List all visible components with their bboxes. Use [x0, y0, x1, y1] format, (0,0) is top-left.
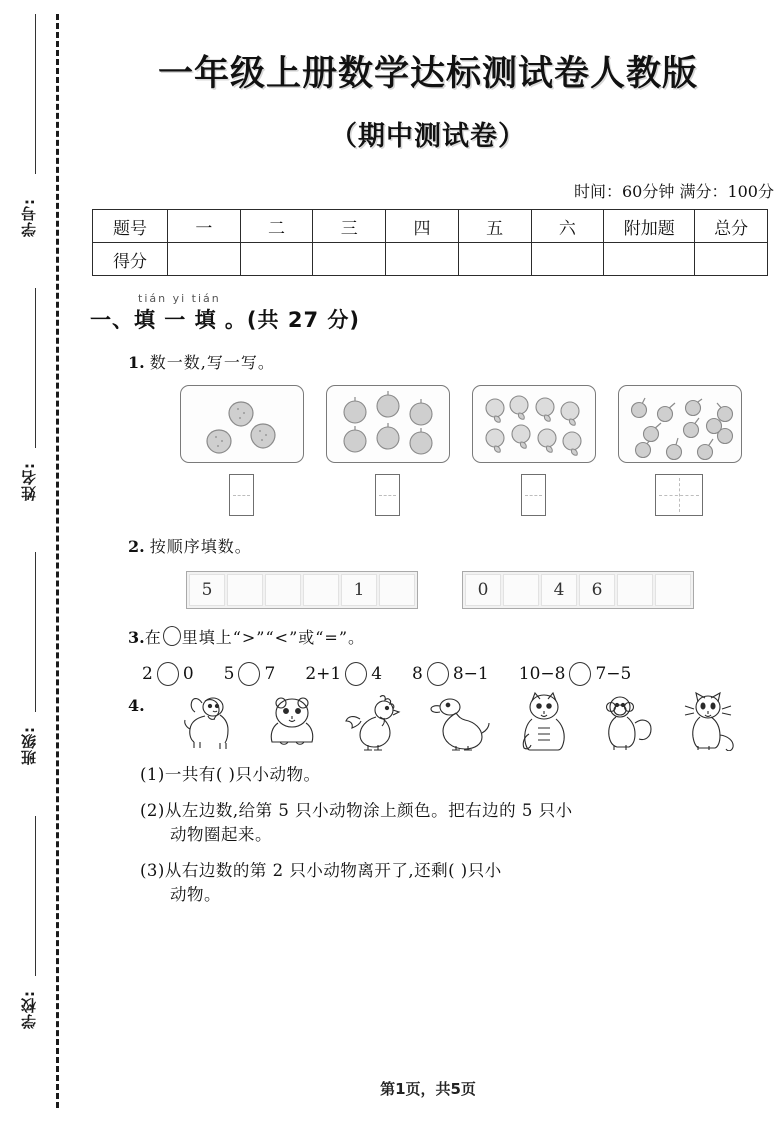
strawberry-icon — [181, 386, 303, 462]
animal-duck — [424, 689, 496, 751]
page-footer: 第1页，共5页 — [380, 1080, 476, 1098]
comparison-left-4: 10−8 — [518, 664, 566, 684]
question-3-text-before: 在 — [144, 628, 162, 647]
score-cell-3[interactable] — [386, 243, 459, 276]
answer-row-apple — [326, 474, 448, 516]
apple-icon — [327, 386, 449, 462]
comparison-right-3: 8−1 — [452, 664, 489, 684]
margin-rule-1 — [35, 14, 36, 174]
score-table-col-7: 总分 — [695, 210, 768, 243]
strip-b-cell-2[interactable]: 4 — [541, 574, 577, 606]
animal-row — [172, 689, 780, 751]
duck-icon — [424, 689, 496, 751]
score-cell-1[interactable] — [240, 243, 313, 276]
page-subtitle: （期中测试卷） — [330, 121, 526, 152]
comparison-left-2: 2+1 — [305, 664, 342, 684]
dog-icon — [172, 689, 244, 751]
comparison-item-3 — [412, 662, 489, 686]
score-table-col-0: 一 — [168, 210, 241, 243]
monkey-icon — [592, 689, 664, 751]
strip-a-cell-4[interactable]: 1 — [341, 574, 377, 606]
question-4-sub-2 — [140, 799, 780, 847]
question-4-sub-2-line2: 动物圈起来。 — [170, 824, 272, 844]
counting-group-strawberry — [180, 385, 302, 516]
answer-box-apple[interactable] — [375, 474, 400, 516]
comparison-item-2 — [305, 662, 382, 686]
comparison-left-1: 5 — [223, 664, 235, 684]
question-4-sub-3 — [140, 859, 780, 907]
strip-a-cell-0[interactable]: 5 — [189, 574, 225, 606]
answer-box-peach[interactable] — [521, 474, 546, 516]
section-1-title: 一、填 一 填 。(共 27 分) — [90, 308, 360, 332]
counting-groups — [180, 385, 780, 516]
animal-cat — [676, 689, 748, 751]
question-1-text: 数一数,写一写。 — [149, 353, 275, 372]
strip-a-cell-3[interactable] — [303, 574, 339, 606]
margin-label-name: 姓名: — [20, 462, 38, 501]
comparison-right-2: 4 — [371, 664, 383, 684]
question-3-text-after: 里填上“>”“<”或“=”。 — [181, 628, 366, 647]
comparison-circle-3[interactable] — [427, 662, 449, 686]
score-table-col-4: 五 — [458, 210, 531, 243]
animal-monkey — [592, 689, 664, 751]
section-1 — [90, 292, 780, 334]
number-strips — [186, 571, 780, 609]
score-cell-6[interactable] — [604, 243, 695, 276]
page-title: 一年级上册数学达标测试卷人教版 — [157, 54, 698, 94]
question-3 — [128, 625, 780, 648]
answer-row-peach — [472, 474, 594, 516]
strip-b-cell-5[interactable] — [655, 574, 691, 606]
question-2 — [128, 534, 780, 557]
question-4-sub-3-line1: (3)从右边数的第 2 只小动物离开了,还剩( )只小 — [140, 860, 502, 880]
comparison-right-1: 7 — [264, 664, 276, 684]
fruit-box-apple — [326, 385, 450, 463]
margin-rule-2 — [35, 288, 36, 448]
score-cell-4[interactable] — [458, 243, 531, 276]
comparison-item-0 — [142, 662, 194, 686]
worksheet-page — [76, 0, 780, 1121]
answer-row-strawberry — [180, 474, 302, 516]
strip-b-cell-3[interactable]: 6 — [579, 574, 615, 606]
counting-group-cherry — [618, 385, 740, 516]
margin-label-student-id: 学号: — [20, 198, 38, 237]
tiger-icon — [508, 689, 580, 751]
score-table-col-2: 三 — [313, 210, 386, 243]
score-table-col-5: 六 — [531, 210, 604, 243]
comparison-row — [142, 662, 780, 686]
peach-icon — [473, 386, 595, 462]
comparison-circle-4[interactable] — [569, 662, 591, 686]
score-table — [92, 209, 768, 276]
question-2-text: 按顺序填数。 — [149, 537, 252, 556]
counting-group-peach — [472, 385, 594, 516]
comparison-circle-0[interactable] — [157, 662, 179, 686]
student-info-margin — [18, 0, 54, 1121]
score-cell-7[interactable] — [695, 243, 768, 276]
cherry-icon — [619, 386, 741, 462]
exam-meta: 时间：60分钟 满分：100分 — [574, 182, 774, 201]
strip-b-cell-0[interactable]: 0 — [465, 574, 501, 606]
question-4-sub-3-line2: 动物。 — [170, 884, 221, 904]
strip-a-cell-2[interactable] — [265, 574, 301, 606]
question-2-number: 2. — [128, 537, 145, 556]
fruit-box-peach — [472, 385, 596, 463]
animal-rooster — [340, 689, 412, 751]
margin-rule-3 — [35, 552, 36, 712]
counting-group-apple — [326, 385, 448, 516]
answer-row-cherry — [618, 474, 740, 516]
margin-rule-4 — [35, 816, 36, 976]
strip-b-cell-1[interactable] — [503, 574, 539, 606]
strip-a-cell-1[interactable] — [227, 574, 263, 606]
comparison-item-4 — [519, 662, 632, 686]
score-table-col-3: 四 — [386, 210, 459, 243]
score-table-row-label-0: 题号 — [93, 210, 168, 243]
comparison-right-0: 0 — [182, 664, 194, 684]
answer-box-strawberry[interactable] — [229, 474, 254, 516]
score-cell-2[interactable] — [313, 243, 386, 276]
question-4-number: 4. — [128, 696, 145, 715]
comparison-circle-1[interactable] — [238, 662, 260, 686]
score-cell-5[interactable] — [531, 243, 604, 276]
comparison-right-4: 7−5 — [595, 664, 632, 684]
fruit-box-strawberry — [180, 385, 304, 463]
cut-line-dashed — [56, 14, 59, 1108]
table-row-header — [93, 210, 768, 243]
comparison-left-3: 8 — [412, 664, 423, 684]
comparison-circle-2[interactable] — [345, 662, 367, 686]
question-4-sub-1-line1: (1)一共有( )只小动物。 — [140, 765, 321, 784]
animal-dog — [172, 689, 244, 751]
margin-label-school: 学校: — [20, 990, 38, 1029]
comparison-item-1 — [224, 662, 276, 686]
score-table-row-label-1: 得分 — [93, 243, 168, 276]
answer-box-cherry[interactable] — [655, 474, 703, 516]
question-1-number: 1. — [128, 353, 145, 372]
section-1-pinyin: tián yi tián — [138, 292, 221, 305]
comparison-left-0: 2 — [142, 664, 153, 684]
score-cell-0[interactable] — [168, 243, 241, 276]
question-1 — [128, 350, 780, 373]
strip-a-cell-5[interactable] — [379, 574, 415, 606]
hamster-icon — [256, 689, 328, 751]
table-row-scores — [93, 243, 768, 276]
fruit-box-cherry — [618, 385, 742, 463]
animal-hamster — [256, 689, 328, 751]
animal-tiger — [508, 689, 580, 751]
number-strip-b — [462, 571, 694, 609]
cat-icon — [676, 689, 748, 751]
strip-b-cell-4[interactable] — [617, 574, 653, 606]
question-4-sub-1 — [140, 763, 780, 787]
question-3-number: 3. — [128, 628, 145, 647]
score-table-col-6: 附加题 — [604, 210, 695, 243]
margin-label-class: 班级: — [20, 726, 38, 765]
score-table-col-1: 二 — [240, 210, 313, 243]
question-4-sub-2-line1: (2)从左边数,给第 5 只小动物涂上颜色。把右边的 5 只小 — [140, 800, 573, 820]
number-strip-a — [186, 571, 418, 609]
rooster-icon — [340, 689, 412, 751]
comparison-circle-icon-inline — [163, 626, 181, 646]
